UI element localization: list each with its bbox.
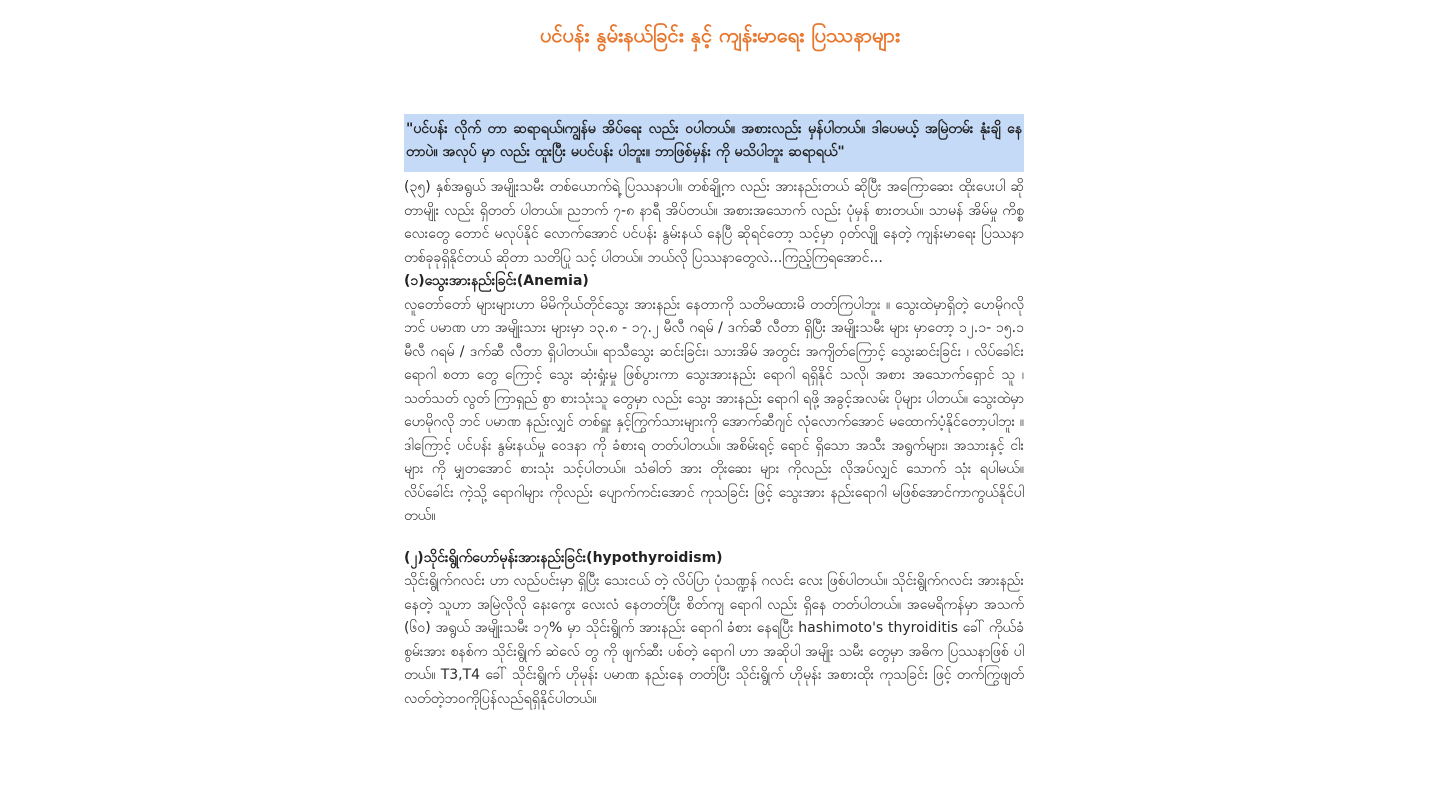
highlighted-quote: "ပင်ပန်း လိုက် တာ ဆရာရယ်၊ကျွန်မ အိပ်ရေး လည်း ဝပါတယ်။ အစားလည်း မှန်ပါတယ်။ ဒါပေမယ့် အမြဲတမ်း နုံးချိ နေတာပဲ။ အလုပ် မှာ လည်း ထူးပြီး မပင်ပန်း ပါဘူး။ ဘာဖြစ်မှန်း ကို မသိပါဘူး ဆရာရယ်" [404, 114, 1024, 172]
intro-paragraph: (၃၅) နှစ်အရွယ် အမျိုးသမီး တစ်ယောက်ရဲ့ ပြဿနာပါ။ တစ်ချို့က လည်း အားနည်းတယ် ဆိုပြီး အကြောဆေး ထိုးပေးပါ ဆိုတာမျိုး လည်း ရှိတတ် ပါတယ်။ ညဘက် ၇-၈ နာရီ အိပ်တယ်။ အစားအသောက် လည်း ပုံမှန် စားတယ်။ သာမန် အိမ်မှု ကိစ္စလေးတွေ တောင် မလုပ်နိုင် လောက်အောင် ပင်ပန်း နွမ်းနယ် နေပြီ ဆိုရင်တော့ သင့်မှာ ဝှတ်လျို နေတဲ့ ကျန်းမာရေး ပြဿနာ တစ်ခုခုရှိနိုင်တယ် ဆိုတာ သတိပြု သင့် ပါတယ်။ ဘယ်လို ပြဿနာတွေလဲ...ကြည့်ကြရအောင်... [404, 179, 1024, 266]
page-title: ပင်ပန်း နွမ်းနယ်ခြင်း နှင့် ကျန်းမာရေး ပြဿနာများ [539, 23, 901, 47]
article-body [404, 114, 1024, 711]
section-spacer [404, 529, 1024, 547]
section-heading-anemia: (၁)သွေးအားနည်းခြင်း(Anemia) [404, 273, 589, 289]
section-body-anemia: လူတော်တော် များများဟာ မိမိကိုယ်တိုင်သွေး အားနည်း နေတာကို သတိမထားမိ တတ်ကြပါဘူး ။ သွေးထဲမှာရှိတဲ့ ဟေမိုဂလိုဘင် ပမာဏ ဟာ အမျိုးသား များမှာ ၁၃.၈ - ၁၇.၂ မီလီ ဂရမ် / ဒက်ဆီ လီတာ ရှိပြီး အမျိုးသမီး များ မှာတော့ ၁၂.၁- ၁၅.၁ မီလီ ဂရမ် / ဒက်ဆီ လီတာ ရှိပါတယ်။ ရာသီသွေး ဆင်းခြင်း၊ သားအိမ် အတွင်း အကျိတ်ကြောင့် သွေးဆင်းခြင်း ၊ လိပ်ခေါင်း ရောဂါ စတာ တွေ ကြောင့် သွေး ဆုံးရှုံးမှု ဖြစ်ပွားကာ သွေးအားနည်း ရောဂါ ရရှိနိုင် သလို၊ အစား အသောက်ရှောင် သူ ၊ သတ်သတ် လွတ် ကြာရှည် စွာ စားသုံးသူ တွေမှာ လည်း သွေး အားနည်း ရောဂါ ရဖို့ အခွင့်အလမ်း ပိုများ ပါတယ်။ သွေးထဲမှာ ဟေမိုဂလို ဘင် ပမာဏ နည်းလျှင် တစ်ရှူး နှင့်ကြွက်သားများကို အောက်ဆီဂျင် လုံလောက်အောင် မထောက်ပံ့နိုင်တော့ပါဘူး ။ဒါကြောင့် ပင်ပန်း နွမ်းနယ်မှု ဝေဒနာ ကို ခံစားရ တတ်ပါတယ်။ အစိမ်းရင့် ရောင် ရှိသော အသီး အရွက်များ၊ အသားနှင့် ငါးများ ကို မျှတအောင် စားသုံး သင့်ပါတယ်။ သံဓါတ် အား တိုးဆေး များ ကိုလည်း လိုအပ်လျှင် သောက် သုံး ရပါမယ်။ လိပ်ခေါင်း ကဲ့သို့ ရောဂါများ ကိုလည်း ပျောက်ကင်းအောင် ကုသခြင်း ဖြင့် သွေးအား နည်းရောဂါ မဖြစ်အောင်ကာကွယ်နိုင်ပါတယ်။ [404, 296, 1024, 524]
section-body-hypothyroidism: သိုင်းရွိုက်ဂလင်း ဟာ လည်ပင်းမှာ ရှိပြီး သေးငယ် တဲ့ လိပ်ပြာ ပုံသဏ္ဍန် ဂလင်း လေး ဖြစ်ပါတယ်။ သိုင်းရွိုက်ဂလင်း အားနည်း နေတဲ့ သူဟာ အမြဲလိုလို နေးကွေး လေးလံ နေတတ်ပြီး စိတ်ကျ ရောဂါ လည်း ရှိနေ တတ်ပါတယ်။ အမေရိကန်မှာ အသက် (၆၀) အရွယ် အမျိုးသမီး ၁၇% မှာ သိုင်းရွိုက် အားနည်း ရောဂါ ခံစား နေရပြီး hashimoto's thyroiditis ခေါ် ကိုယ်ခံ စွမ်းအား စနစ်က သိုင်းရွိုက် ဆဲလ်ေ တွ ကို ဖျက်ဆီး ပစ်တဲ့ ရောဂါ ဟာ အဆိုပါ အမျိုး သမီး တွေမှာ အဓိက ပြဿနာဖြစ် ပါတယ်။ T3,T4 ခေါ် သိုင်းရွိုက် ဟိုမုန်း ပမာဏ နည်းနေ တတ်ပြီး သိုင်းရွိုက် ဟိုမုန်း အစားထိုး ကုသခြင်း ဖြင့် တက်ကြွဖျတ် လတ်တဲ့ဘဝကိုပြန်လည်ရရှိနိုင်ပါတယ်။ [404, 573, 1024, 707]
section-heading-hypothyroidism: (၂)သိုင်းရွိုက်ဟော်မုန်းအားနည်းခြင်း(hypothyroidism) [404, 549, 723, 566]
